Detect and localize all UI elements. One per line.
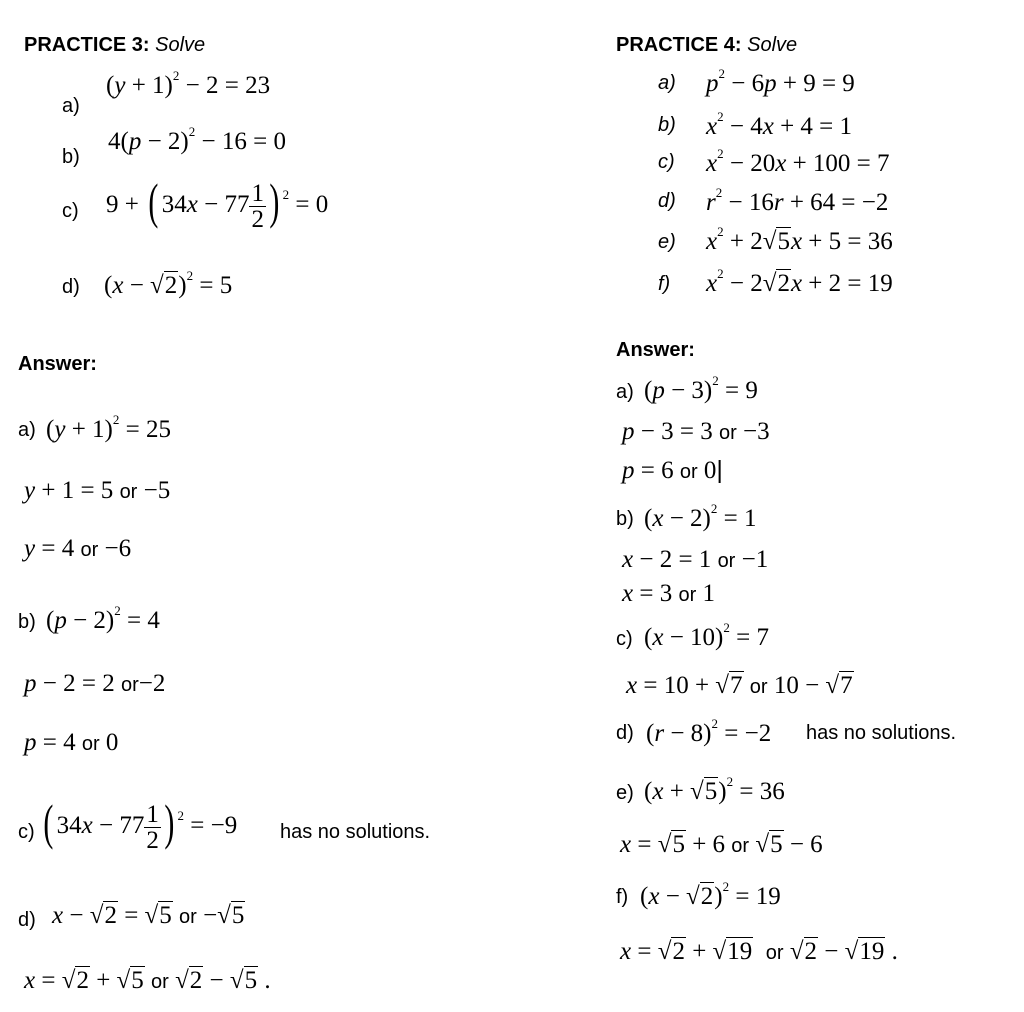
practice4-problem-c: $x^2 - 20x + 100 = 7$ <box>706 146 890 177</box>
answer3-a-line1: $(y + 1)^2 = 25$ <box>46 412 171 443</box>
practice3-label-c: c) <box>62 200 79 222</box>
answer3-d-line1: x − √2 = √5 or −√5 <box>52 902 245 929</box>
practice4-label-f: f) <box>658 273 671 295</box>
practice4-label-a: a) <box>658 72 676 94</box>
answer4-b-line2: x − 2 = 1 or −1 <box>622 546 769 573</box>
practice4-problem-e: $x^2 + 2√5x + 5 = 36$ <box>706 224 893 255</box>
practice4-problem-b: $x^2 - 4x + 4 = 1$ <box>706 109 853 140</box>
practice4-label-c: c) <box>658 151 675 173</box>
answer4-label-a: a) <box>616 381 634 403</box>
practice4-problem-a: $p^2 - 6p + 9 = 9$ <box>706 66 855 97</box>
answer4-a-line1: $(p - 3)^2 = 9$ <box>644 373 758 404</box>
answer3-a-line2: y + 1 = 5 or −5 <box>24 477 171 504</box>
practice3-problem-c: 9 + ( 34x − 77 $\frac{1}{2}$ ) $^2$ = 0 <box>106 173 329 233</box>
answer3-b-line3: p = 4 or 0 <box>24 729 119 756</box>
answer4-f-line1: $(x - √2)^2 = 19$ <box>640 879 781 910</box>
answer4-c-line2: x = 10 + √7 or 10 − √7 <box>626 672 853 699</box>
practice3-problem-a: $(y + 1)^2 - 2 = 23$ <box>106 68 271 99</box>
practice3-label-a: a) <box>62 95 80 117</box>
practice4-label-b: b) <box>658 114 676 136</box>
answer4-heading: Answer: <box>616 339 695 361</box>
answer3-label-d: d) <box>18 909 36 931</box>
answer4-label-c: c) <box>616 628 633 650</box>
answer3-label-a: a) <box>18 419 36 441</box>
answer4-d-nosolution: has no solutions. <box>806 722 957 744</box>
answer4-label-d: d) <box>616 722 634 744</box>
answer3-d-line2: x = √2 + √5 or √2 − √5 . <box>24 967 271 994</box>
practice3-label-d: d) <box>62 276 80 298</box>
practice3-heading: PRACTICE 3: Solve <box>24 34 206 56</box>
answer4-label-b: b) <box>616 508 634 530</box>
answer4-a-line2: p − 3 = 3 or −3 <box>622 418 770 445</box>
answer3-b-line1: $(p - 2)^2 = 4$ <box>46 603 160 634</box>
answer4-label-e: e) <box>616 782 634 804</box>
answer4-d-line1: $(r - 8)^2 = -2$ <box>646 716 772 747</box>
practice4-problem-f: $x^2 - 2√2x + 2 = 19$ <box>706 266 893 297</box>
answer3-a-line3: y = 4 or −6 <box>24 535 132 562</box>
answer3-heading: Answer: <box>18 353 97 375</box>
practice3-problem-d: $(x - √2)^2 = 5$ <box>104 268 233 299</box>
practice4-label-d: d) <box>658 190 676 212</box>
answer4-c-line1: $(x - 10)^2 = 7$ <box>644 620 769 651</box>
answer4-b-line3: x = 3 or 1 <box>622 580 716 607</box>
answer4-f-line2: x = √2 + √19 or √2 − √19 . <box>620 938 898 965</box>
answer3-label-b: b) <box>18 611 36 633</box>
practice3-problem-b: $4(p - 2)^2 - 16 = 0$ <box>108 124 286 155</box>
answer4-e-line1: $(x + √5)^2 = 36$ <box>644 774 785 805</box>
practice4-problem-d: $r^2 - 16r + 64 = -2$ <box>706 185 889 216</box>
answer4-a-line3: p = 6 or 0| <box>622 456 723 484</box>
practice3-label-b: b) <box>62 146 80 168</box>
practice4-heading: PRACTICE 4: Solve <box>616 34 798 56</box>
answer3-c-nosolution: has no solutions. <box>280 821 431 843</box>
answer3-c-line1: ( 34x − 77 $\frac{1}{2}$ ) $^2$ = −9 <box>43 794 238 854</box>
practice4-label-e: e) <box>658 231 676 253</box>
answer4-label-f: f) <box>616 886 629 908</box>
answer4-e-line2: x = √5 + 6 or √5 − 6 <box>620 831 823 858</box>
answer3-label-c: c) <box>18 821 35 843</box>
answer3-b-line2: p − 2 = 2 or−2 <box>24 670 166 697</box>
answer4-b-line1: $(x - 2)^2 = 1$ <box>644 501 757 532</box>
